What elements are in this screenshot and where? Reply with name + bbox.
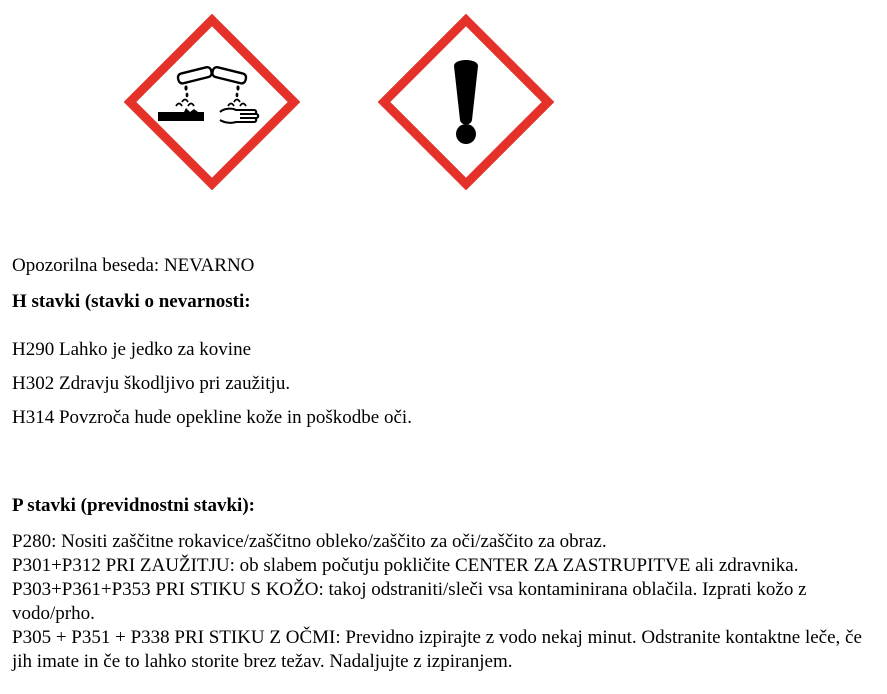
signal-word: Opozorilna beseda: NEVARNO [12,255,255,276]
p-statement: P303+P361+P353 PRI STIKU S KOŽO: takoj odstraniti/sleči vsa kontaminirana oblačila. Izprati kožo z vodo/prho. [12,579,807,624]
exclamation-pictogram [378,14,554,190]
corrosion-icon [124,14,300,190]
h-statement: H314 Povzroča hude opekline kože in poškodbe oči. [12,407,412,428]
corrosion-pictogram [124,14,300,190]
p-statement: P301+P312 PRI ZAUŽITJU: ob slabem počutju pokličite CENTER ZA ZASTRUPITVE ali zdravnika. [12,555,799,576]
p-statement: P280: Nositi zaščitne rokavice/zaščitno obleko/zaščito za oči/zaščito za obraz. [12,531,607,552]
exclamation-mark-icon [378,14,554,190]
h-statement: H302 Zdravju škodljivo pri zaužitju. [12,373,291,394]
h-statements-heading: H stavki (stavki o nevarnosti: [12,291,251,312]
h-statement: H290 Lahko je jedko za kovine [12,339,252,360]
p-statements-heading: P stavki (previdnostni stavki): [12,495,255,516]
p-statement: P305 + P351 + P338 PRI STIKU Z OČMI: Previdno izpirajte z vodo nekaj minut. Odstranite kontaktne leče, če jih imate in če to lahko storite brez težav. Nadaljujte z izpiranjem. [12,627,862,672]
